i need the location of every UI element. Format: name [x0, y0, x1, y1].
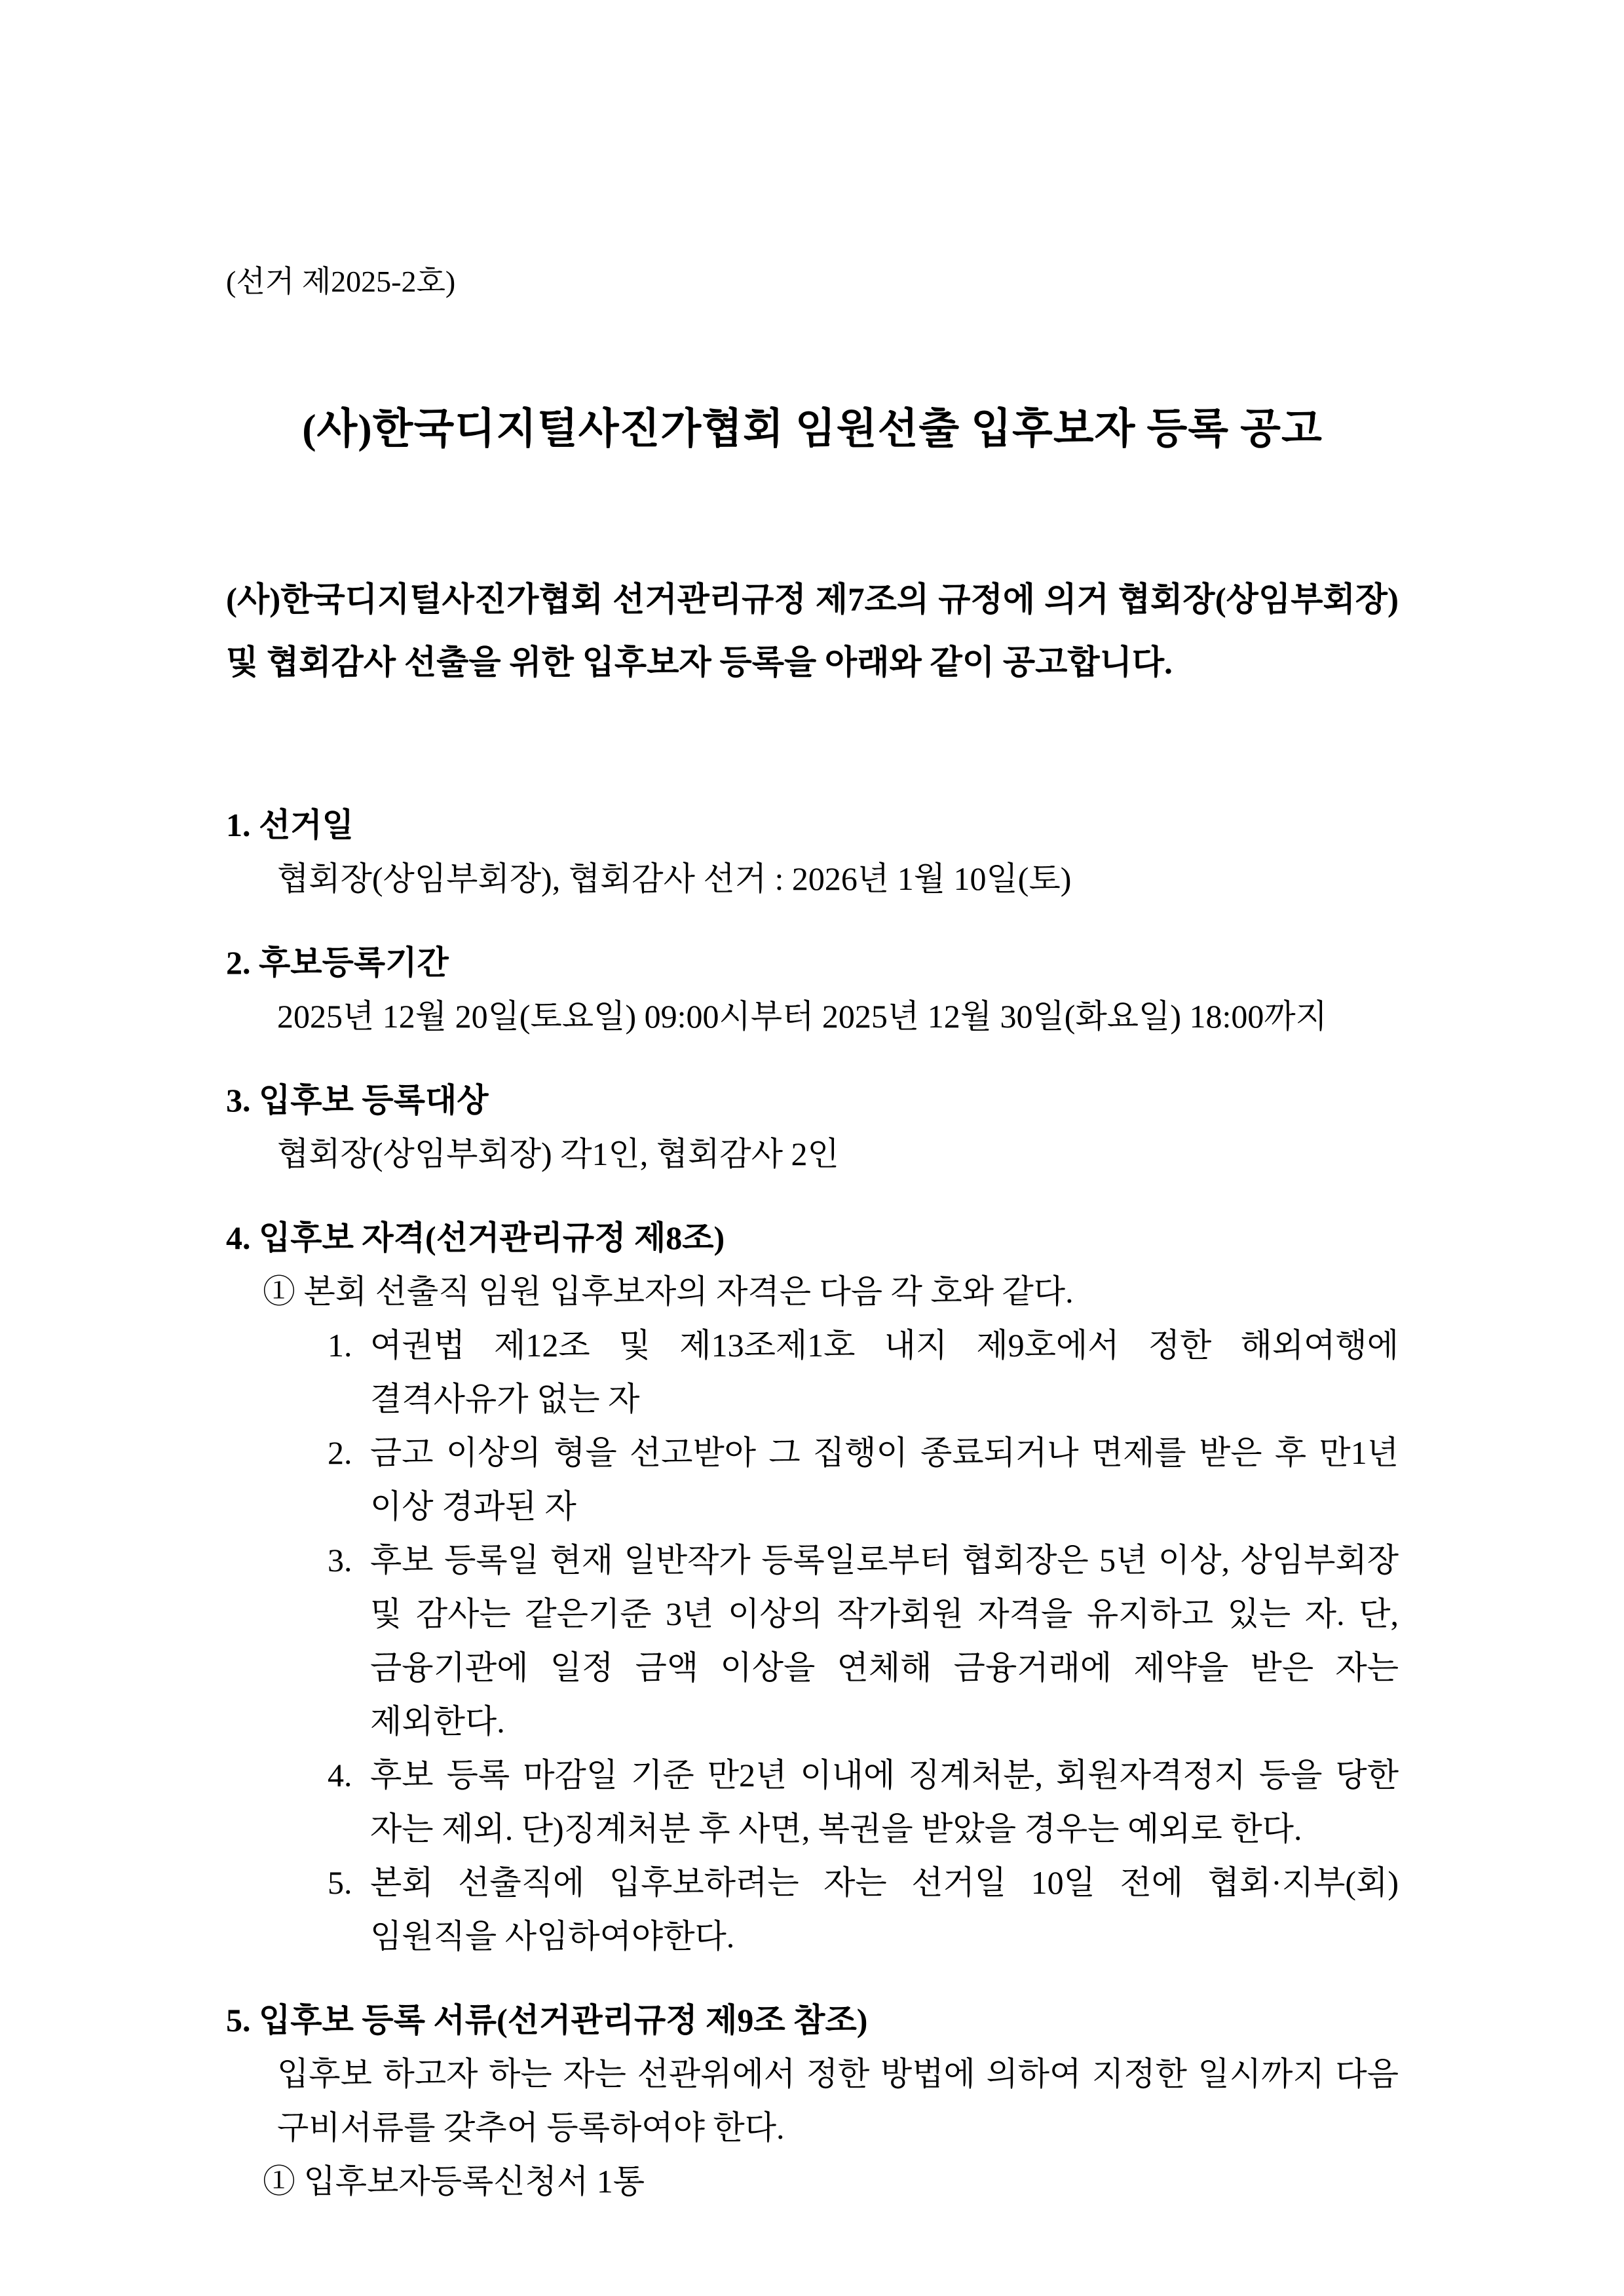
- section-candidate-qualifications: [226, 1211, 1399, 1963]
- list-item-text: 본회 선출직에 입후보하려는 자는 선거일 10일 전에 협회·지부(회) 임원직을 사임하여야한다.: [370, 1864, 1399, 1955]
- list-item-text: 여권법 제12조 및 제13조제1호 내지 제9호에서 정한 해외여행에 결격사유가 없는 자: [370, 1327, 1399, 1417]
- list-item: [226, 1533, 1399, 1748]
- section-heading: 2. 후보등록기간: [226, 944, 449, 981]
- section-registration-documents: [226, 1993, 1399, 2208]
- section-body-line: 입후보 하고자 하는 자는 선관위에서 정한 방법에 의하여 지정한 일시까지 다음 구비서류를 갖추어 등록하여야 한다.: [277, 2056, 1399, 2146]
- list-item-number: 2.: [328, 1434, 352, 1471]
- section-heading: 3. 입후보 등록대상: [226, 1082, 489, 1119]
- section-body-line: 2025년 12월 20일(토요일) 09:00시부터 2025년 12월 30일(화요일) 18:00까지: [277, 998, 1327, 1035]
- list-item-number: 5.: [328, 1864, 352, 1901]
- document-title: (사)한국디지털사진가협회 임원선출 입후보자 등록 공고: [302, 406, 1323, 452]
- section-election-day: [226, 798, 1399, 906]
- list-item: [226, 1748, 1399, 1856]
- list-item: [226, 1856, 1399, 1963]
- section-heading: 4. 입후보 자격(선거관리규정 제8조): [226, 1219, 725, 1256]
- section-body-line: ① 입후보자등록신청서 1통: [263, 2163, 645, 2200]
- list-item-number: 3.: [328, 1542, 352, 1578]
- section-registration-period: [226, 936, 1399, 1043]
- list-item-text: 후보 등록 마감일 기준 만2년 이내에 징계처분, 회원자격정지 등을 당한 자는 제외. 단)징계처분 후 사면, 복권을 받았을 경우는 예외로 한다.: [370, 1757, 1399, 1847]
- qualification-list: [226, 1318, 1399, 1963]
- section-heading: 1. 선거일: [226, 807, 354, 843]
- doc-number: (선거 제2025-2호): [226, 265, 456, 298]
- section-body-line: 협회장(상임부회장) 각1인, 협회감사 2인: [277, 1136, 839, 1172]
- section-heading: 5. 입후보 등록 서류(선거관리규정 제9조 참조): [226, 2002, 868, 2038]
- section-body-line: ① 본회 선출직 임원 입후보자의 자격은 다음 각 호와 같다.: [263, 1273, 1074, 1310]
- list-item-text: 후보 등록일 현재 일반작가 등록일로부터 협회장은 5년 이상, 상임부회장 및 감사는 같은기준 3년 이상의 작가회원 자격을 유지하고 있는 자. 단, 금융기관에 일정 금액 이상을 연체해 금융거래에 제약을 받은 자는 제외한다.: [370, 1542, 1399, 1740]
- intro-paragraph: (사)한국디지털사진가협회 선거관리규정 제7조의 규정에 의거 협회장(상임부회장)및 협회감사 선출을 위한 입후보자 등록을 아래와 같이 공고합니다.: [226, 582, 1399, 681]
- section-list: [226, 798, 1399, 2208]
- list-item-number: 4.: [328, 1757, 352, 1793]
- list-item: [226, 1426, 1399, 1533]
- section-body-line: 협회장(상임부회장), 협회감사 선거 : 2026년 1월 10일(토): [277, 860, 1072, 897]
- list-item-number: 1.: [328, 1327, 352, 1364]
- list-item-text: 금고 이상의 형을 선고받아 그 집행이 종료되거나 면제를 받은 후 만1년 이상 경과된 자: [370, 1434, 1399, 1525]
- section-registration-targets: [226, 1073, 1399, 1181]
- list-item: [226, 1318, 1399, 1426]
